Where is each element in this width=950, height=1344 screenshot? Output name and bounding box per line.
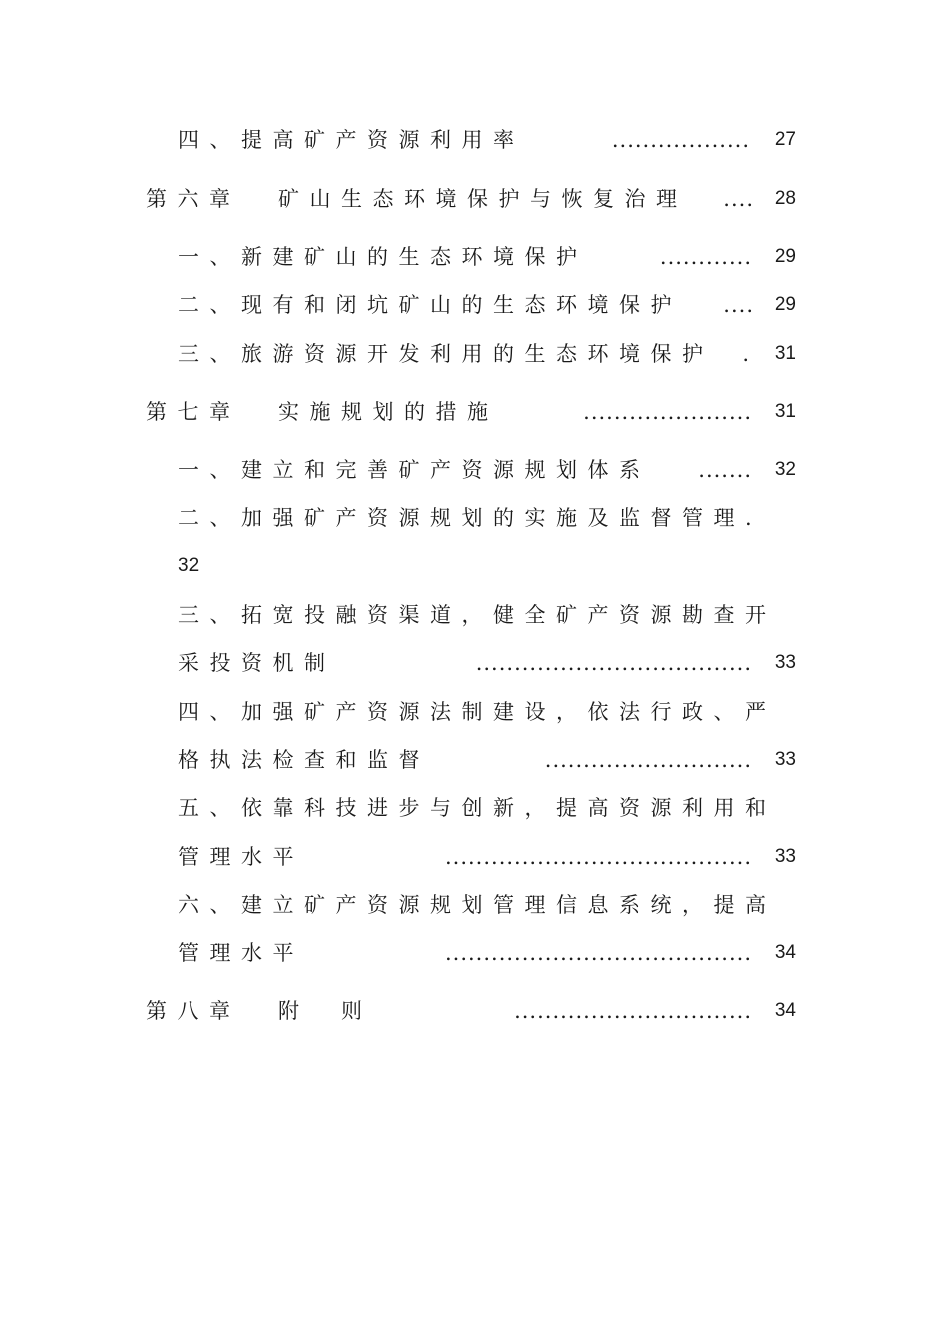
toc-entry-title: 一、建立和完善矿产资源规划体系: [178, 458, 651, 482]
toc-entry-title: 一、新建矿山的生态环境保护: [178, 245, 588, 269]
toc-leader: ........................................: [444, 941, 752, 965]
toc-page-number: 28: [774, 188, 796, 209]
toc-entry-continuation[interactable]: [0, 837, 950, 877]
toc-entry-continuation: [0, 546, 950, 586]
toc-page-number: 32: [774, 459, 796, 480]
toc-page-number: 32: [178, 555, 200, 576]
toc-entry[interactable]: [0, 885, 950, 925]
chapter-label: 第八章: [146, 999, 241, 1023]
toc-entry-title: 五、依靠科技进步与创新，提高资源利用和: [178, 796, 777, 820]
toc-entry-title: 二、现有和闭坑矿山的生态环境保护: [178, 293, 682, 317]
toc-entry[interactable]: [0, 120, 950, 160]
toc-entry-title: 四、提高矿产资源利用率: [178, 128, 525, 152]
toc-entry[interactable]: [0, 237, 950, 277]
toc-page-number: 33: [774, 652, 796, 673]
toc-entry-title-continued: 采投资机制: [178, 651, 336, 675]
toc-page-number: 27: [774, 129, 796, 150]
toc-entry-title: 六、建立矿产资源规划管理信息系统，提高: [178, 893, 777, 917]
toc-leader: ...........................: [544, 748, 752, 772]
toc-entry[interactable]: [0, 498, 950, 538]
toc-leader: ...............................: [514, 999, 752, 1023]
toc-entry-title: 二、加强矿产资源规划的实施及监督管理.: [178, 506, 763, 530]
toc-entry-title-continued: 管理水平: [178, 845, 304, 869]
toc-page-number: 34: [774, 1000, 796, 1021]
toc-entry-title-continued: 管理水平: [178, 941, 304, 965]
toc-entry-title: 实施规划的措施: [278, 400, 499, 424]
toc-entry[interactable]: [0, 334, 950, 374]
toc-entry-title-continued: 格执法检查和监督: [178, 748, 430, 772]
toc-entry-title: 四、加强矿产资源法制建设，依法行政、严: [178, 700, 777, 724]
toc-page-number: 31: [774, 401, 796, 422]
toc-leader: ....................................: [475, 651, 752, 675]
toc-entry-title: 附 则: [278, 999, 373, 1023]
toc-leader: ....: [723, 293, 754, 317]
toc-leader: .: [742, 342, 750, 366]
toc-page-number: 29: [774, 246, 796, 267]
toc-chapter[interactable]: [0, 991, 950, 1031]
toc-entry-continuation[interactable]: [0, 933, 950, 973]
toc-entry[interactable]: [0, 450, 950, 490]
toc-leader: ..................: [611, 128, 750, 152]
toc-leader: .......: [698, 458, 752, 482]
toc-entry-title: 三、旅游资源开发利用的生态环境保护: [178, 342, 714, 366]
chapter-label: 第七章: [146, 400, 241, 424]
toc-entry[interactable]: [0, 595, 950, 635]
toc-leader: ......................: [583, 400, 752, 424]
toc-entry-title: 矿山生态环境保护与恢复治理: [278, 187, 688, 211]
toc-entry-continuation[interactable]: [0, 740, 950, 780]
toc-leader: ........................................: [444, 845, 752, 869]
toc-entry[interactable]: [0, 285, 950, 325]
toc-entry-title: 三、拓宽投融资渠道，健全矿产资源勘查开: [178, 603, 777, 627]
toc-entry-continuation[interactable]: [0, 643, 950, 683]
toc-chapter[interactable]: [0, 179, 950, 219]
toc-page-number: 31: [774, 343, 796, 364]
chapter-label: 第六章: [146, 187, 241, 211]
toc-page-number: 29: [774, 294, 796, 315]
toc-entry[interactable]: [0, 692, 950, 732]
toc-page-number: 33: [774, 749, 796, 770]
toc-leader: ....: [723, 187, 754, 211]
toc-chapter[interactable]: [0, 392, 950, 432]
toc-entry[interactable]: [0, 788, 950, 828]
toc-page-number: 33: [774, 846, 796, 867]
toc-page-number: 34: [774, 942, 796, 963]
toc-leader: ............: [659, 245, 752, 269]
